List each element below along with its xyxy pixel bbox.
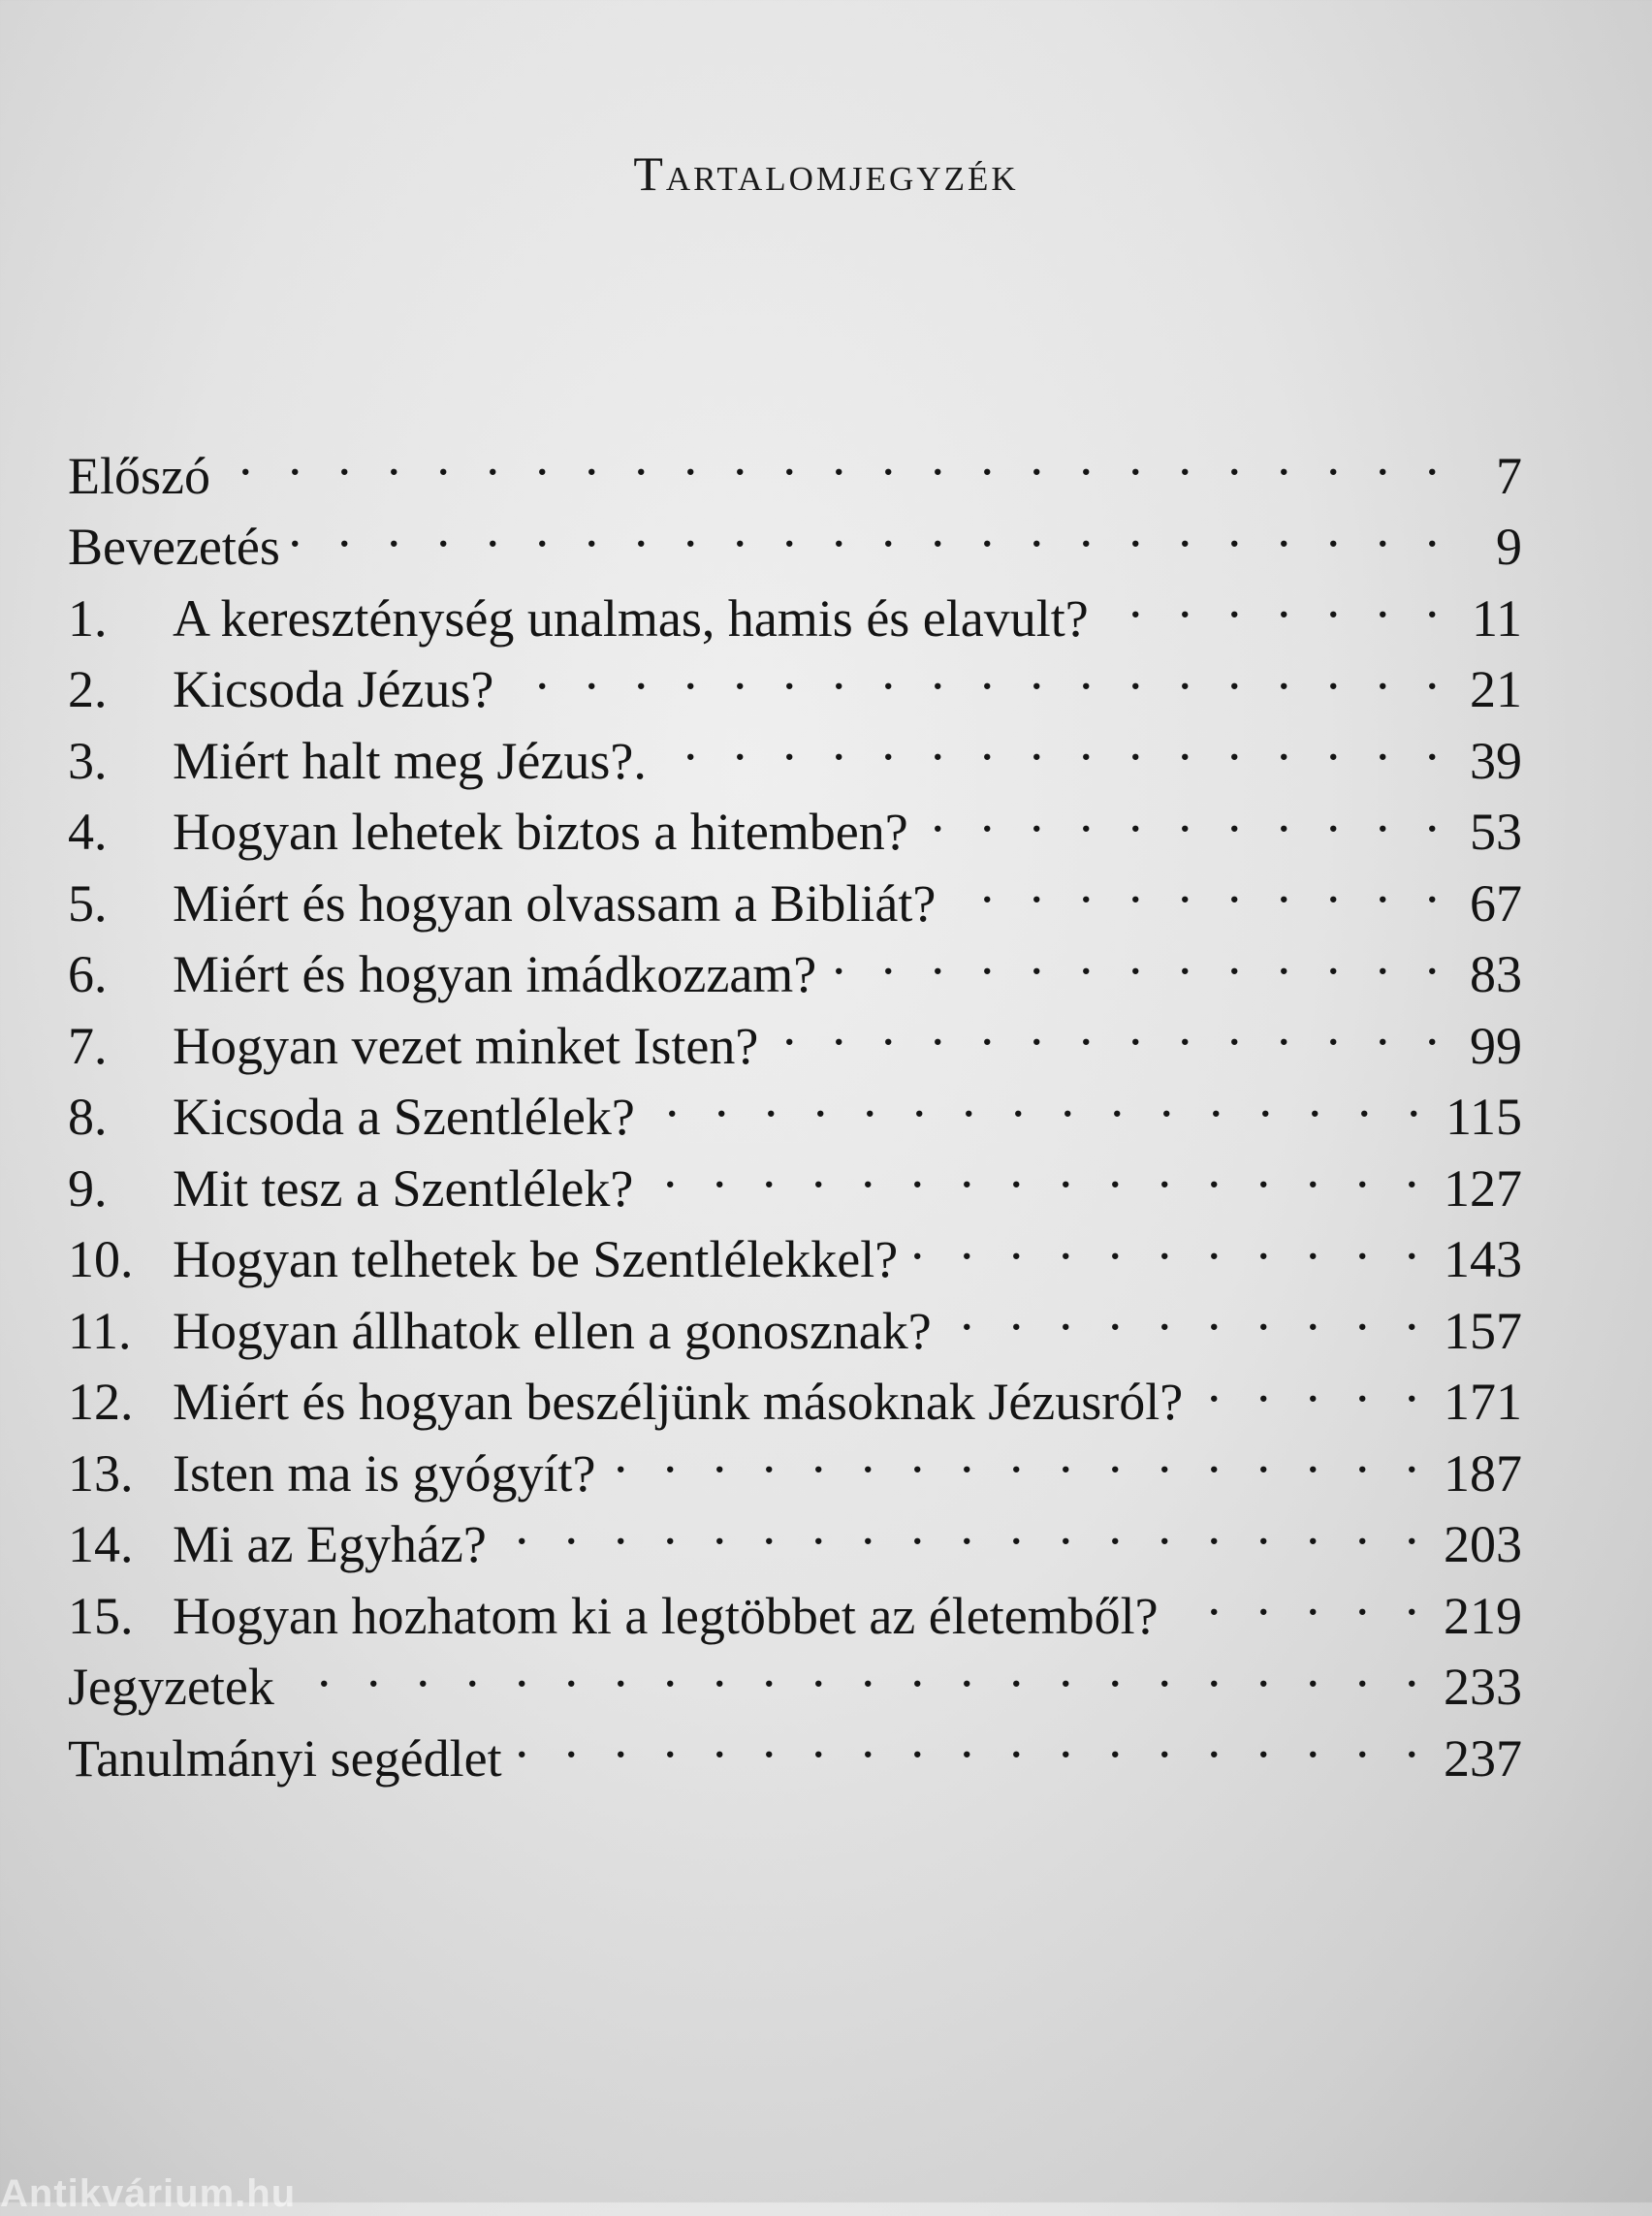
toc-entry-number: 13.	[68, 1443, 134, 1503]
page-title: Tartalomjegyzék	[633, 146, 1019, 201]
toc-entry-page: 171	[1444, 1373, 1522, 1431]
toc-leader-dots	[941, 1277, 1430, 1348]
toc-entry-label: Hogyan vezet minket Isten?	[173, 1016, 759, 1075]
toc-leader-dots	[918, 778, 1450, 850]
toc-entry-label: A kereszténység unalmas, hamis és elavult?	[173, 588, 1089, 648]
toc-entry-page: 233	[1444, 1658, 1522, 1716]
toc-entry-label: Hogyan telhetek be Szentlélekkel?	[173, 1230, 899, 1288]
toc-entry-page: 203	[1444, 1515, 1522, 1573]
toc-leader-dots	[1168, 1562, 1430, 1633]
toc-entry-label: Tanulmányi segédlet	[68, 1728, 502, 1788]
toc-entry-number: 6.	[68, 945, 108, 1003]
toc-entry-label: Bevezetés	[68, 518, 280, 576]
toc-entry-number: 10.	[68, 1230, 134, 1288]
toc-leader-dots	[907, 1206, 1430, 1278]
toc-entry-page: 99	[1470, 1016, 1522, 1075]
toc-leader-dots	[945, 849, 1450, 921]
toc-entry-page: 187	[1444, 1443, 1522, 1503]
toc-entry	[68, 1633, 1522, 1716]
toc-entry-label: Isten ma is gyógyít?	[173, 1443, 596, 1503]
toc-entry-label: Mit tesz a Szentlélek?	[173, 1158, 634, 1218]
toc-entry	[68, 564, 1522, 648]
toc-entry-page: 39	[1470, 731, 1522, 790]
toc-entry-page: 9	[1496, 518, 1522, 576]
toc-leader-dots	[1192, 1348, 1430, 1420]
toc-entry-page: 53	[1470, 803, 1522, 861]
toc-entry-number: 15.	[68, 1586, 134, 1645]
toc-entry-page: 157	[1444, 1301, 1522, 1360]
toc-leader-dots	[290, 493, 1450, 565]
toc-entry-label: Miért és hogyan imádkozzam?	[173, 945, 817, 1003]
toc-entry-label: Kicsoda Jézus?	[173, 660, 494, 718]
toc-entry	[68, 493, 1522, 576]
table-of-contents	[68, 422, 1522, 1788]
toc-entry-page: 127	[1444, 1158, 1522, 1218]
toc-entry	[68, 422, 1522, 505]
toc-entry-page: 11	[1472, 588, 1522, 648]
toc-entry-page: 21	[1470, 660, 1522, 718]
toc-leader-dots	[220, 422, 1450, 493]
toc-entry-number: 5.	[68, 873, 108, 933]
toc-entry-label: Hogyan hozhatom ki a legtöbbet az életemből?	[173, 1586, 1159, 1645]
toc-entry-number: 14.	[68, 1515, 134, 1573]
toc-entry-label: Hogyan lehetek biztos a hitemben?	[173, 803, 908, 861]
toc-entry-page: 219	[1444, 1586, 1522, 1645]
toc-entry-number: 1.	[68, 588, 108, 648]
toc-entry-number: 11.	[68, 1301, 132, 1360]
toc-leader-dots	[496, 1491, 1430, 1563]
toc-entry-page: 115	[1446, 1088, 1522, 1146]
toc-entry-label: Mi az Egyház?	[173, 1515, 487, 1573]
toc-entry-page: 83	[1470, 945, 1522, 1003]
toc-entry-label: Kicsoda a Szentlélek?	[173, 1088, 635, 1146]
toc-entry-number: 4.	[68, 803, 108, 861]
toc-entry-label: Hogyan állhatok ellen a gonosznak?	[173, 1301, 932, 1360]
toc-entry-label: Miért halt meg Jézus?.	[173, 731, 647, 790]
toc-leader-dots	[768, 992, 1450, 1063]
toc-entry-label: Jegyzetek	[68, 1658, 274, 1716]
toc-leader-dots	[643, 1134, 1430, 1206]
toc-entry-label: Előszó	[68, 446, 210, 505]
toc-entry-number: 7.	[68, 1016, 108, 1075]
toc-entry-label: Miért és hogyan beszéljünk másoknak Jézusról?	[173, 1373, 1184, 1431]
toc-leader-dots	[284, 1633, 1430, 1705]
toc-leader-dots	[1098, 564, 1450, 636]
toc-entry-page: 7	[1496, 446, 1522, 505]
toc-entry-number: 2.	[68, 660, 108, 718]
toc-entry-number: 9.	[68, 1158, 108, 1218]
toc-entry-number: 12.	[68, 1373, 134, 1431]
toc-entry-label: Miért és hogyan olvassam a Bibliát?	[173, 873, 937, 933]
toc-entry-page: 237	[1444, 1728, 1522, 1788]
toc-entry	[68, 1704, 1522, 1788]
toc-leader-dots	[645, 1063, 1432, 1135]
watermark: Antikvárium.hu	[0, 2172, 297, 2215]
toc-entry-number: 3.	[68, 731, 108, 790]
toc-leader-dots	[605, 1419, 1430, 1491]
toc-leader-dots	[512, 1704, 1430, 1776]
toc-entry-number: 8.	[68, 1088, 108, 1146]
toc-leader-dots	[826, 921, 1450, 993]
toc-entry-page: 67	[1470, 873, 1522, 933]
toc-leader-dots	[503, 636, 1450, 708]
toc-entry-page: 143	[1444, 1230, 1522, 1288]
toc-leader-dots	[656, 707, 1450, 778]
